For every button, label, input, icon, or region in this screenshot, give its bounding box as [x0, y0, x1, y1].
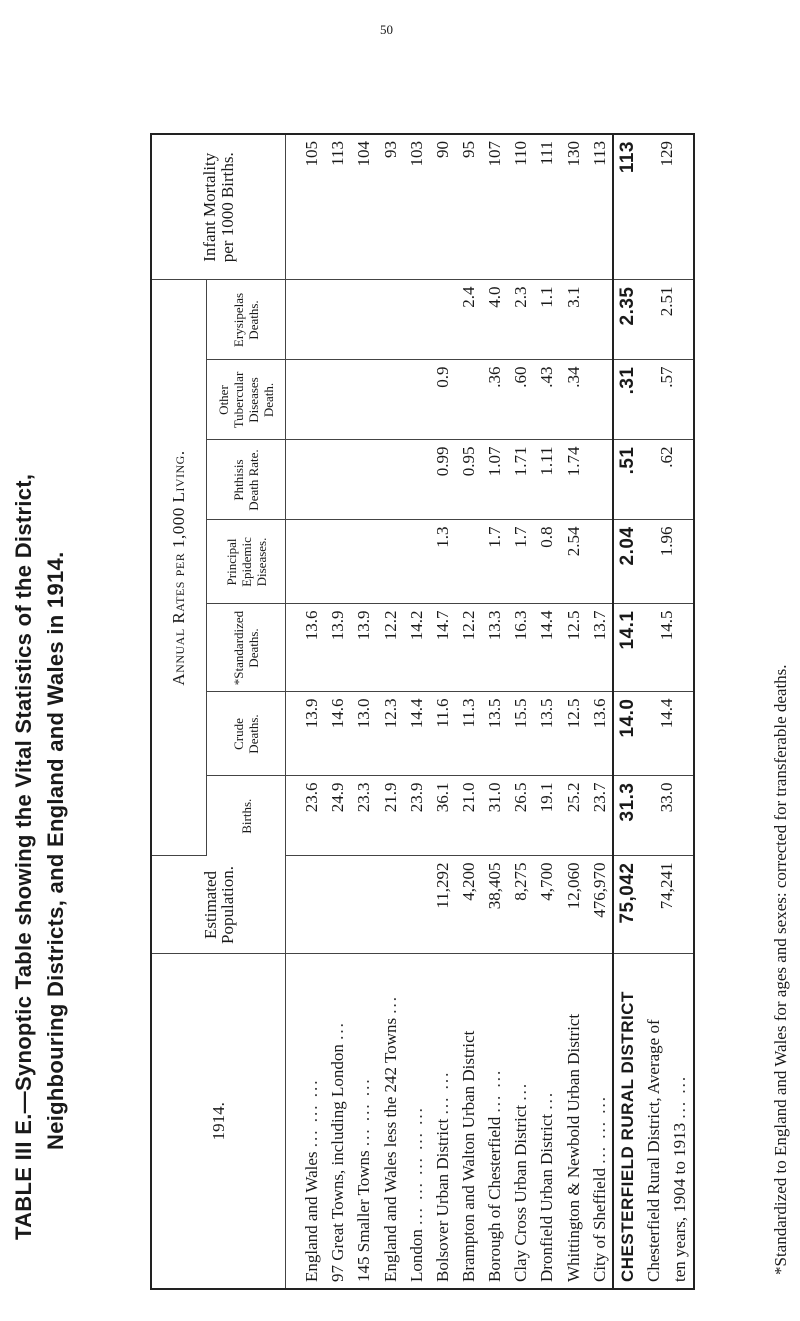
phthisis-cell	[325, 440, 351, 520]
annual-rates-header: Annual Rates per 1,000 Living.	[151, 280, 207, 856]
title-block	[8, 140, 88, 1240]
erysipelas-cell	[377, 280, 403, 360]
infant-cell: 104	[351, 134, 377, 280]
population-cell: 75,042	[613, 856, 640, 954]
crude-cell: 13.0	[351, 692, 377, 776]
std-cell: 12.2	[377, 604, 403, 692]
crude-cell: 11.3	[455, 692, 481, 776]
epidemic-cell: 1.3	[429, 520, 455, 604]
district-name: Bolsover Urban District	[432, 1118, 452, 1282]
table-row	[403, 134, 429, 1289]
epidemic-cell: 0.8	[534, 520, 560, 604]
erysipelas-cell	[403, 280, 429, 360]
population-cell: 476,970	[586, 856, 613, 954]
phthisis-cell: 1.74	[560, 440, 586, 520]
infant-cell: 107	[482, 134, 508, 280]
district-name: 97 Great Towns, including London	[328, 1044, 348, 1282]
table-body	[286, 134, 695, 1289]
phthisis-cell: 1.71	[508, 440, 534, 520]
epidemic-cell	[325, 520, 351, 604]
other_tb-cell: .60	[508, 360, 534, 440]
district-name-cell	[482, 954, 508, 1289]
population-cell: 74,241	[640, 856, 694, 954]
district-name-cell	[299, 954, 325, 1289]
epidemic-cell: 1.96	[640, 520, 694, 604]
infant-cell: 95	[455, 134, 481, 280]
std-cell: 14.5	[640, 604, 694, 692]
population-cell: 38,405	[482, 856, 508, 954]
chesterfield-rural-row	[613, 134, 640, 1289]
crude-cell: 13.5	[482, 692, 508, 776]
erysipelas-cell: 2.35	[613, 280, 640, 360]
phthisis-cell	[351, 440, 377, 520]
births-cell: 21.9	[377, 776, 403, 856]
dot-leader: ... ...	[432, 1070, 452, 1115]
births-cell: 26.5	[508, 776, 534, 856]
district-name: London	[406, 1229, 426, 1282]
table-row	[377, 134, 403, 1289]
statistics-table-block	[150, 135, 695, 1290]
dot-leader: ...	[328, 1021, 348, 1040]
district-name-cell	[455, 954, 481, 1289]
district-name-cell	[560, 954, 586, 1289]
epidemic-cell	[586, 520, 613, 604]
births-cell: 31.0	[482, 776, 508, 856]
erysipelas-cell: 4.0	[482, 280, 508, 360]
district-name-cell	[586, 954, 613, 1289]
epidemic-diseases-header: Principal Epidemic Diseases.	[207, 520, 286, 604]
district-column-header: 1914.	[151, 954, 286, 1289]
infant-mortality-header: Infant Mortality per 1000 Births.	[151, 134, 286, 280]
births-cell: 36.1	[429, 776, 455, 856]
other_tb-cell: .36	[482, 360, 508, 440]
phthisis-cell	[299, 440, 325, 520]
dot-leader: ... ... ...	[589, 1095, 609, 1164]
erysipelas-cell	[351, 280, 377, 360]
other_tb-cell: 0.9	[429, 360, 455, 440]
dot-leader: ... ...	[670, 1074, 690, 1119]
erysipelas-cell: 1.1	[534, 280, 560, 360]
district-name: City of Sheffield	[589, 1168, 609, 1282]
dot-leader: ... ... ...	[302, 1078, 322, 1148]
erysipelas-cell	[429, 280, 455, 360]
births-cell: 33.0	[640, 776, 694, 856]
district-name-cell	[534, 954, 560, 1289]
phthisis-cell: .51	[613, 440, 640, 520]
table-row	[429, 134, 455, 1289]
dot-leader: ... ... ... ... ...	[406, 1106, 426, 1225]
table-row	[351, 134, 377, 1289]
erysipelas-cell: 3.1	[560, 280, 586, 360]
epidemic-cell: 2.54	[560, 520, 586, 604]
epidemic-cell: 2.04	[613, 520, 640, 604]
table-row	[325, 134, 351, 1289]
table-title-line2: Neighbouring Districts, and England and Wales in 1914.	[43, 551, 68, 1150]
std-cell: 14.7	[429, 604, 455, 692]
crude-cell: 13.9	[299, 692, 325, 776]
std-cell: 12.5	[560, 604, 586, 692]
other_tb-cell	[351, 360, 377, 440]
infant-cell: 103	[403, 134, 429, 280]
births-cell: 31.3	[613, 776, 640, 856]
crude-cell: 15.5	[508, 692, 534, 776]
epidemic-cell	[403, 520, 429, 604]
table-row	[586, 134, 613, 1289]
crude-cell: 14.4	[640, 692, 694, 776]
births-cell: 19.1	[534, 776, 560, 856]
epidemic-cell: 1.7	[508, 520, 534, 604]
crude-cell: 13.5	[534, 692, 560, 776]
population-cell	[299, 856, 325, 954]
infant-cell: 113	[586, 134, 613, 280]
district-name-cell	[508, 954, 534, 1289]
population-cell: 4,700	[534, 856, 560, 954]
spacer-row	[286, 134, 299, 1289]
table-row	[299, 134, 325, 1289]
other-tubercular-header: Other Tubercular Diseases Death.	[207, 360, 286, 440]
district-name-cell	[351, 954, 377, 1289]
average-row	[640, 134, 666, 1289]
infant-cell: 113	[325, 134, 351, 280]
district-name: 145 Smaller Towns	[354, 1150, 374, 1282]
page-number: 50	[380, 22, 393, 37]
std-cell: 16.3	[508, 604, 534, 692]
other_tb-cell	[586, 360, 613, 440]
births-cell: 23.3	[351, 776, 377, 856]
dot-leader: ...	[511, 1081, 531, 1101]
statistics-table	[150, 133, 695, 1290]
table-row	[508, 134, 534, 1289]
table-row	[482, 134, 508, 1289]
phthisis-cell: 1.07	[482, 440, 508, 520]
footnote-block	[768, 115, 798, 1275]
dot-leader: ... ...	[485, 1068, 505, 1113]
epidemic-cell	[455, 520, 481, 604]
table-row	[534, 134, 560, 1289]
std-cell: 13.7	[586, 604, 613, 692]
population-cell: 4,200	[455, 856, 481, 954]
other_tb-cell: .34	[560, 360, 586, 440]
district-name-cell	[325, 954, 351, 1289]
births-header: Births.	[207, 776, 286, 856]
infant-cell: 93	[377, 134, 403, 280]
crude-cell: 14.0	[613, 692, 640, 776]
dot-leader: ... ... ...	[354, 1077, 374, 1147]
other_tb-cell: .43	[534, 360, 560, 440]
epidemic-cell	[377, 520, 403, 604]
district-name: Brampton and Walton Urban District	[458, 1030, 478, 1282]
population-cell	[351, 856, 377, 954]
table-row	[455, 134, 481, 1289]
population-cell: 8,275	[508, 856, 534, 954]
dot-leader: ...	[380, 994, 400, 1014]
other_tb-cell: .31	[613, 360, 640, 440]
births-cell: 25.2	[560, 776, 586, 856]
population-column-header: Estimated Population.	[151, 856, 286, 954]
phthisis-header: Phthisis Death Rate.	[207, 440, 286, 520]
births-cell: 23.6	[299, 776, 325, 856]
erysipelas-cell: 2.51	[640, 280, 694, 360]
table-title-line1: TABLE III E.—Synoptic Table showing the Vital Statistics of the District,	[11, 473, 36, 1240]
erysipelas-cell	[586, 280, 613, 360]
std-cell: 13.9	[351, 604, 377, 692]
district-name-cell	[429, 954, 455, 1289]
std-cell: 14.1	[613, 604, 640, 692]
phthisis-cell	[586, 440, 613, 520]
other_tb-cell	[403, 360, 429, 440]
population-cell: 12,060	[560, 856, 586, 954]
crude-cell: 11.6	[429, 692, 455, 776]
crude-cell: 13.6	[586, 692, 613, 776]
std-cell: 13.9	[325, 604, 351, 692]
other_tb-cell	[325, 360, 351, 440]
average-name-line2-cell	[667, 954, 694, 1289]
births-cell: 21.0	[455, 776, 481, 856]
crude-cell: 14.4	[403, 692, 429, 776]
infant-cell: 90	[429, 134, 455, 280]
phthisis-cell: .62	[640, 440, 694, 520]
district-name-cell	[377, 954, 403, 1289]
std-cell: 14.4	[534, 604, 560, 692]
standardized-deaths-header: *Standardized Deaths.	[207, 604, 286, 692]
infant-cell: 105	[299, 134, 325, 280]
erysipelas-cell	[325, 280, 351, 360]
infant-cell: 130	[560, 134, 586, 280]
district-name: Borough of Chesterfield	[485, 1116, 505, 1282]
crude-cell: 12.3	[377, 692, 403, 776]
erysipelas-cell	[299, 280, 325, 360]
other_tb-cell	[299, 360, 325, 440]
population-cell: 11,292	[429, 856, 455, 954]
other_tb-cell: .57	[640, 360, 694, 440]
phthisis-cell	[403, 440, 429, 520]
epidemic-cell	[299, 520, 325, 604]
average-name-line1: Chesterfield Rural District, Average of	[644, 1019, 664, 1282]
std-cell: 14.2	[403, 604, 429, 692]
erysipelas-cell: 2.3	[508, 280, 534, 360]
epidemic-cell	[351, 520, 377, 604]
chesterfield-rural-name: CHESTERFIELD RURAL DISTRICT	[617, 991, 637, 1282]
crude-deaths-header: Crude Deaths.	[207, 692, 286, 776]
footnote: *Standardized to England and Wales for ages and sexes: corrected for transferable deaths.	[771, 664, 790, 1275]
crude-cell: 14.6	[325, 692, 351, 776]
district-name: Whittington & Newbold Urban District	[563, 1013, 583, 1282]
table-row	[560, 134, 586, 1289]
infant-cell: 129	[640, 134, 694, 280]
population-cell	[325, 856, 351, 954]
std-cell: 13.3	[482, 604, 508, 692]
population-cell	[403, 856, 429, 954]
std-cell: 12.2	[455, 604, 481, 692]
phthisis-cell: 0.99	[429, 440, 455, 520]
infant-cell: 113	[613, 134, 640, 280]
crude-cell: 12.5	[560, 692, 586, 776]
births-cell: 24.9	[325, 776, 351, 856]
births-cell: 23.7	[586, 776, 613, 856]
dot-leader: ...	[537, 1090, 557, 1110]
district-name-cell	[403, 954, 429, 1289]
phthisis-cell: 0.95	[455, 440, 481, 520]
phthisis-cell: 1.11	[534, 440, 560, 520]
district-name: England and Wales less the 242 Towns	[380, 1017, 400, 1282]
district-name: England and Wales	[302, 1151, 322, 1282]
other_tb-cell	[377, 360, 403, 440]
erysipelas-header: Erysipelas Deaths.	[207, 280, 286, 360]
infant-cell: 111	[534, 134, 560, 280]
population-cell	[377, 856, 403, 954]
epidemic-cell: 1.7	[482, 520, 508, 604]
infant-cell: 110	[508, 134, 534, 280]
erysipelas-cell: 2.4	[455, 280, 481, 360]
district-name: Clay Cross Urban District	[511, 1104, 531, 1282]
std-cell: 13.6	[299, 604, 325, 692]
births-cell: 23.9	[403, 776, 429, 856]
average-name-line2: ten years, 1904 to 1913	[670, 1122, 690, 1282]
district-name: Dronfield Urban District	[537, 1113, 557, 1282]
other_tb-cell	[455, 360, 481, 440]
phthisis-cell	[377, 440, 403, 520]
